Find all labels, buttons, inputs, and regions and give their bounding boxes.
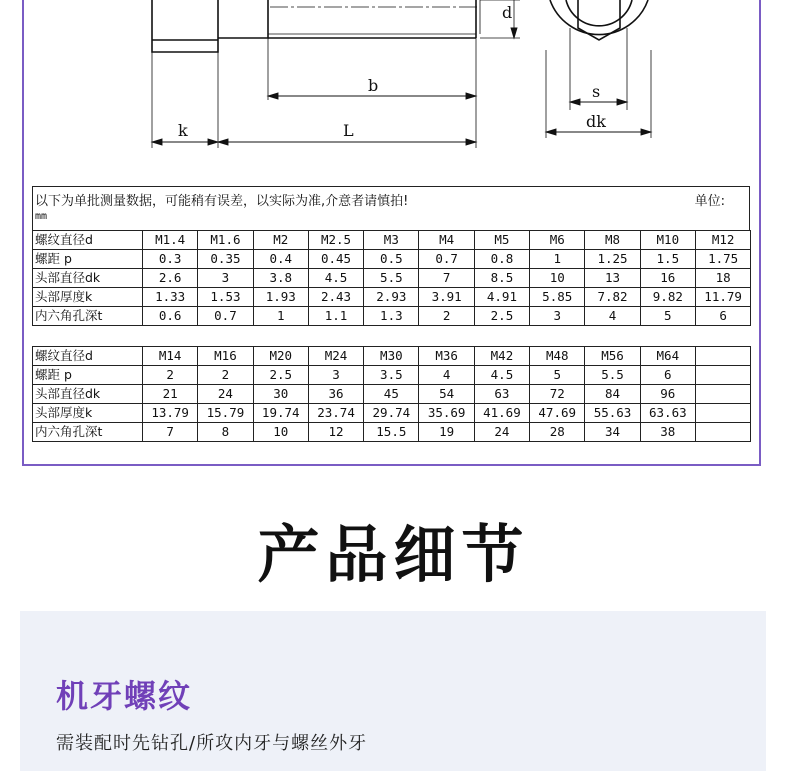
table-cell: 2.43 <box>308 288 363 307</box>
technical-drawing <box>0 0 787 186</box>
table-cell: 15.5 <box>364 423 419 442</box>
table-cell: 24 <box>474 423 529 442</box>
table-cell: 0.4 <box>253 250 308 269</box>
table-cell: 34 <box>585 423 640 442</box>
table-cell: 5.85 <box>530 288 585 307</box>
table-cell: 5 <box>640 307 695 326</box>
unit-value: mm <box>35 211 48 222</box>
table-row <box>33 423 751 442</box>
spec-table-small <box>32 230 751 326</box>
table-cell <box>695 404 750 423</box>
detail-heading: 机牙螺纹 <box>56 677 193 715</box>
table-cell: 1.25 <box>585 250 640 269</box>
table-row <box>33 366 751 385</box>
table-cell: 54 <box>419 385 474 404</box>
table-cell: M20 <box>253 347 308 366</box>
table-cell: 0.3 <box>143 250 198 269</box>
detail-description: 需装配时先钻孔/所攻内牙与螺丝外牙 <box>56 733 368 754</box>
table-cell: 3 <box>308 366 363 385</box>
table-cell: 10 <box>253 423 308 442</box>
table-cell <box>695 423 750 442</box>
table-cell: 13.79 <box>143 404 198 423</box>
table-cell: M4 <box>419 231 474 250</box>
row-label: 头部直径dk <box>33 385 143 404</box>
table-cell: 11.79 <box>695 288 750 307</box>
table-cell: M12 <box>695 231 750 250</box>
table-cell: M1.6 <box>198 231 253 250</box>
table-row <box>33 250 751 269</box>
table-cell: 1.3 <box>364 307 419 326</box>
table-cell: 13 <box>585 269 640 288</box>
table-cell: 0.7 <box>419 250 474 269</box>
table-cell: 96 <box>640 385 695 404</box>
dim-label-b: b <box>368 76 379 95</box>
table-cell: 30 <box>253 385 308 404</box>
table-cell: 2 <box>419 307 474 326</box>
table-cell: 7.82 <box>585 288 640 307</box>
table-cell: M42 <box>474 347 529 366</box>
table-cell: M48 <box>530 347 585 366</box>
table-cell: M3 <box>364 231 419 250</box>
table-cell: 2.5 <box>253 366 308 385</box>
table-cell: M5 <box>474 231 529 250</box>
table-cell: M2 <box>253 231 308 250</box>
table-cell: 15.79 <box>198 404 253 423</box>
table-cell: 63 <box>474 385 529 404</box>
table-cell: 1.75 <box>695 250 750 269</box>
row-label: 螺纹直径d <box>33 231 143 250</box>
table-cell: 2.5 <box>474 307 529 326</box>
table-cell: 28 <box>530 423 585 442</box>
table-cell: 3 <box>530 307 585 326</box>
table-cell: 41.69 <box>474 404 529 423</box>
table-cell: 84 <box>585 385 640 404</box>
table-cell: 1.33 <box>143 288 198 307</box>
table-cell: 23.74 <box>308 404 363 423</box>
table-row <box>33 307 751 326</box>
table-cell: 3.8 <box>253 269 308 288</box>
table-cell: 16 <box>640 269 695 288</box>
table-cell: 63.63 <box>640 404 695 423</box>
table-cell: M16 <box>198 347 253 366</box>
table-cell: M1.4 <box>143 231 198 250</box>
table-cell: 5 <box>530 366 585 385</box>
table-cell: 9.82 <box>640 288 695 307</box>
table-cell: M10 <box>640 231 695 250</box>
table-cell: 4.5 <box>474 366 529 385</box>
table-cell: 3 <box>198 269 253 288</box>
table-cell: 1.53 <box>198 288 253 307</box>
table-cell: 21 <box>143 385 198 404</box>
table-cell: 4.91 <box>474 288 529 307</box>
table-row <box>33 269 751 288</box>
table-cell <box>695 366 750 385</box>
table-cell: 1.1 <box>308 307 363 326</box>
table-cell: 55.63 <box>585 404 640 423</box>
dim-label-d: d <box>502 3 513 22</box>
table-cell: 5.5 <box>364 269 419 288</box>
table-cell: M64 <box>640 347 695 366</box>
table-row <box>33 231 751 250</box>
row-label: 头部直径dk <box>33 269 143 288</box>
row-label: 内六角孔深t <box>33 307 143 326</box>
table-cell: M14 <box>143 347 198 366</box>
dim-label-k: k <box>178 121 188 140</box>
table-cell: 4 <box>419 366 474 385</box>
row-label: 螺距 p <box>33 250 143 269</box>
table-cell: 8 <box>198 423 253 442</box>
unit-label: 单位: <box>694 194 725 209</box>
section-title: 产品细节 <box>257 518 530 591</box>
table-cell: M6 <box>530 231 585 250</box>
dim-label-L: L <box>343 121 354 140</box>
table-row <box>33 404 751 423</box>
table-row <box>33 347 751 366</box>
table-cell: 0.5 <box>364 250 419 269</box>
table-cell: M24 <box>308 347 363 366</box>
table-cell: 5.5 <box>585 366 640 385</box>
table-cell: M2.5 <box>308 231 363 250</box>
table-cell: 36 <box>308 385 363 404</box>
detail-panel <box>20 611 766 771</box>
table-cell: 47.69 <box>530 404 585 423</box>
note-text: 以下为单批测量数据，可能稍有误差，以实际为准,介意者请慎拍! <box>35 194 409 209</box>
table-row <box>33 385 751 404</box>
table-cell: 2.6 <box>143 269 198 288</box>
table-cell: 12 <box>308 423 363 442</box>
table-cell: 18 <box>695 269 750 288</box>
dim-label-dk: dk <box>586 112 606 131</box>
table-cell: 38 <box>640 423 695 442</box>
row-label: 头部厚度k <box>33 404 143 423</box>
table-cell: 4 <box>585 307 640 326</box>
table-cell: 45 <box>364 385 419 404</box>
row-label: 头部厚度k <box>33 288 143 307</box>
table-cell: 6 <box>695 307 750 326</box>
spec-table-large <box>32 346 751 442</box>
table-cell: 7 <box>143 423 198 442</box>
table-row <box>33 288 751 307</box>
table-cell: 0.6 <box>143 307 198 326</box>
table-cell: 3.5 <box>364 366 419 385</box>
table-cell: M8 <box>585 231 640 250</box>
table-cell: 0.35 <box>198 250 253 269</box>
table-cell: 1.5 <box>640 250 695 269</box>
table-cell: 1 <box>530 250 585 269</box>
table-cell: 0.7 <box>198 307 253 326</box>
measurement-note <box>32 186 750 230</box>
table-cell: 1.93 <box>253 288 308 307</box>
table-cell <box>695 385 750 404</box>
table-cell: 19 <box>419 423 474 442</box>
table-cell: 6 <box>640 366 695 385</box>
table-cell: 0.8 <box>474 250 529 269</box>
table-cell: 4.5 <box>308 269 363 288</box>
table-cell: M56 <box>585 347 640 366</box>
table-cell: 7 <box>419 269 474 288</box>
dim-label-s: s <box>592 82 601 101</box>
table-cell: 0.45 <box>308 250 363 269</box>
table-cell: 2 <box>143 366 198 385</box>
table-cell: 35.69 <box>419 404 474 423</box>
row-label: 螺纹直径d <box>33 347 143 366</box>
table-cell: 72 <box>530 385 585 404</box>
row-label: 螺距 p <box>33 366 143 385</box>
table-cell: 10 <box>530 269 585 288</box>
table-cell: 29.74 <box>364 404 419 423</box>
table-cell: 2.93 <box>364 288 419 307</box>
row-label: 内六角孔深t <box>33 423 143 442</box>
table-cell: 24 <box>198 385 253 404</box>
table-cell: 3.91 <box>419 288 474 307</box>
table-cell: M36 <box>419 347 474 366</box>
table-cell <box>695 347 750 366</box>
table-cell: M30 <box>364 347 419 366</box>
table-cell: 1 <box>253 307 308 326</box>
table-cell: 19.74 <box>253 404 308 423</box>
table-cell: 2 <box>198 366 253 385</box>
table-cell: 8.5 <box>474 269 529 288</box>
